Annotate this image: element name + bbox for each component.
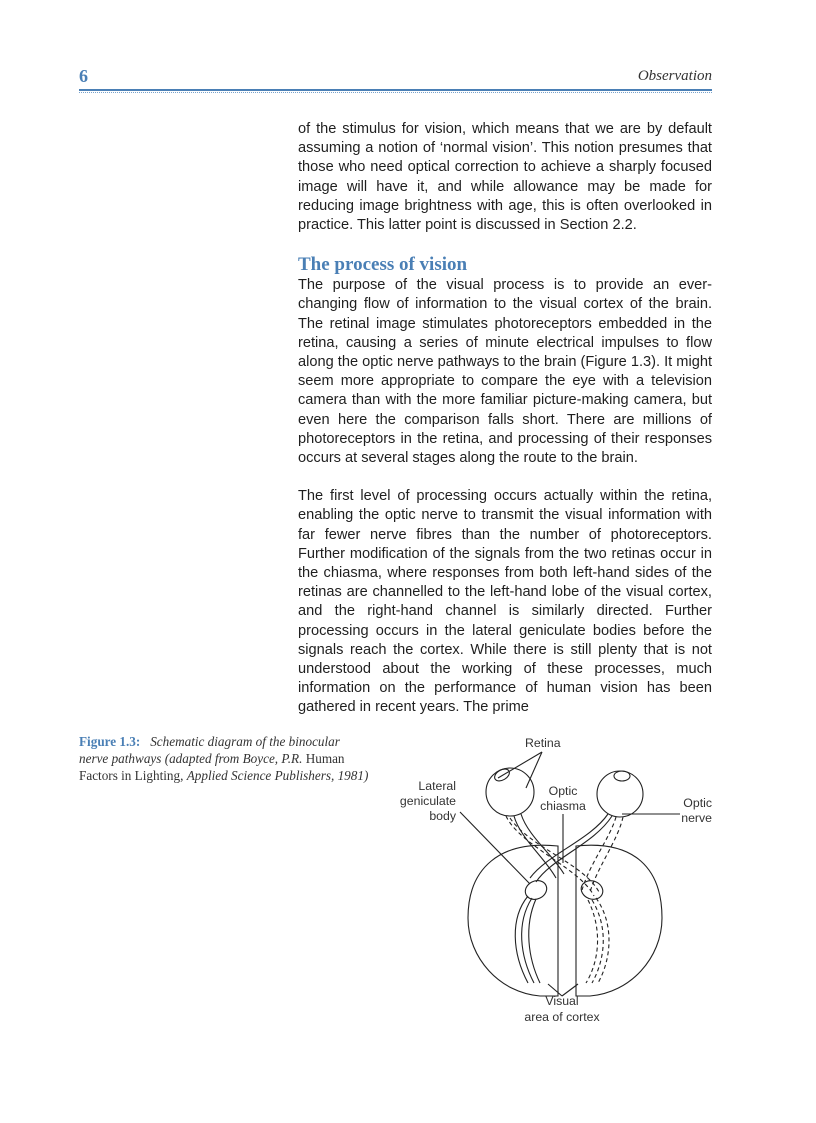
caption-book-title: Human Factors in Lighting, [79,751,345,783]
left-eye [486,768,534,816]
retina-leader-1 [498,752,542,778]
right-eye [597,771,643,817]
left-radiation-3 [529,899,540,983]
label-chiasma-1: Optic [548,784,578,798]
section-heading: The process of vision [298,254,468,276]
paragraph-1: of the stimulus for vision, which means that we are by default assuming a notion of ‘normal vision’. This notion presumes that those who need optical correction to achieve a sharply focused image will have it, and while allowance may be made for reducing image brightness with age, this is often overlooked in practice. This latter point is discussed in Section 2.2. [298,121,712,234]
right-radiation-3 [586,900,598,983]
figure-caption [79,733,369,784]
paragraph-2: The purpose of the visual process is to provide an ever-changing flow of information to the visual cortex of the brain. The retinal image stimulates photoreceptors embedded in the retina, causing a series of minute electrical impulses to flow along the optic nerve pathways to the brain (Figure 1.3). It might seem more appropriate to compare the eye with a television camera than with the more familiar picture-making camera, but even here the comparison falls short. There are millions of photoreceptors in the retina, and processing of their responses occurs at several stages along the route to the brain. [298,277,712,467]
running-title: Observation [637,68,712,84]
label-retina: Retina [525,736,561,750]
label-optic-nerve-2: nerve [681,811,712,825]
header-rule [79,89,712,91]
label-chiasma-2: chiasma [540,799,586,813]
right-hemisphere [576,845,662,996]
label-visual-1: Visual [545,994,579,1008]
paragraph-3: The first level of processing occurs actually within the retina, enabling the optic nerve to transmit the visual information with far fewer nerve fibres than the number of photoreceptors. Further modification of the signals from the two retinas occur in the chiasma, where responses from both left-hand sides of the retinas are channelled to the left-hand lobe of the visual cortex, and the right-hand channel is similarly directed. Further processing occurs in the lateral geniculate bodies before the signals reach the cortex. While there is still plenty that is not understood about the working of these processes, much information on the performance of human vision has been gathered in recent years. The prime [298,488,712,716]
caption-text-2: Applied Science Publishers, 1981) [186,768,369,783]
body-text-column [298,120,712,718]
page-number: 6 [79,66,88,86]
label-lateral-2: geniculate [399,794,456,808]
diagram-svg [380,728,720,1028]
retina-leader-2 [526,752,542,788]
label-visual-2: area of cortex [524,1010,600,1024]
label-lateral-1: Lateral [418,779,456,793]
caption-text-1: Schematic diagram of the binocular nerve pathways (adapted from Boyce, P.R. [79,734,340,766]
label-optic-nerve-1: Optic [683,796,712,810]
right-nerve-dashed-1 [582,817,616,890]
label-lateral-3: body [429,809,456,823]
right-eye-lens [614,771,630,781]
figure-label: Figure 1.3: [79,734,141,749]
left-hemisphere [468,845,558,996]
binocular-pathway-diagram [380,728,720,1028]
